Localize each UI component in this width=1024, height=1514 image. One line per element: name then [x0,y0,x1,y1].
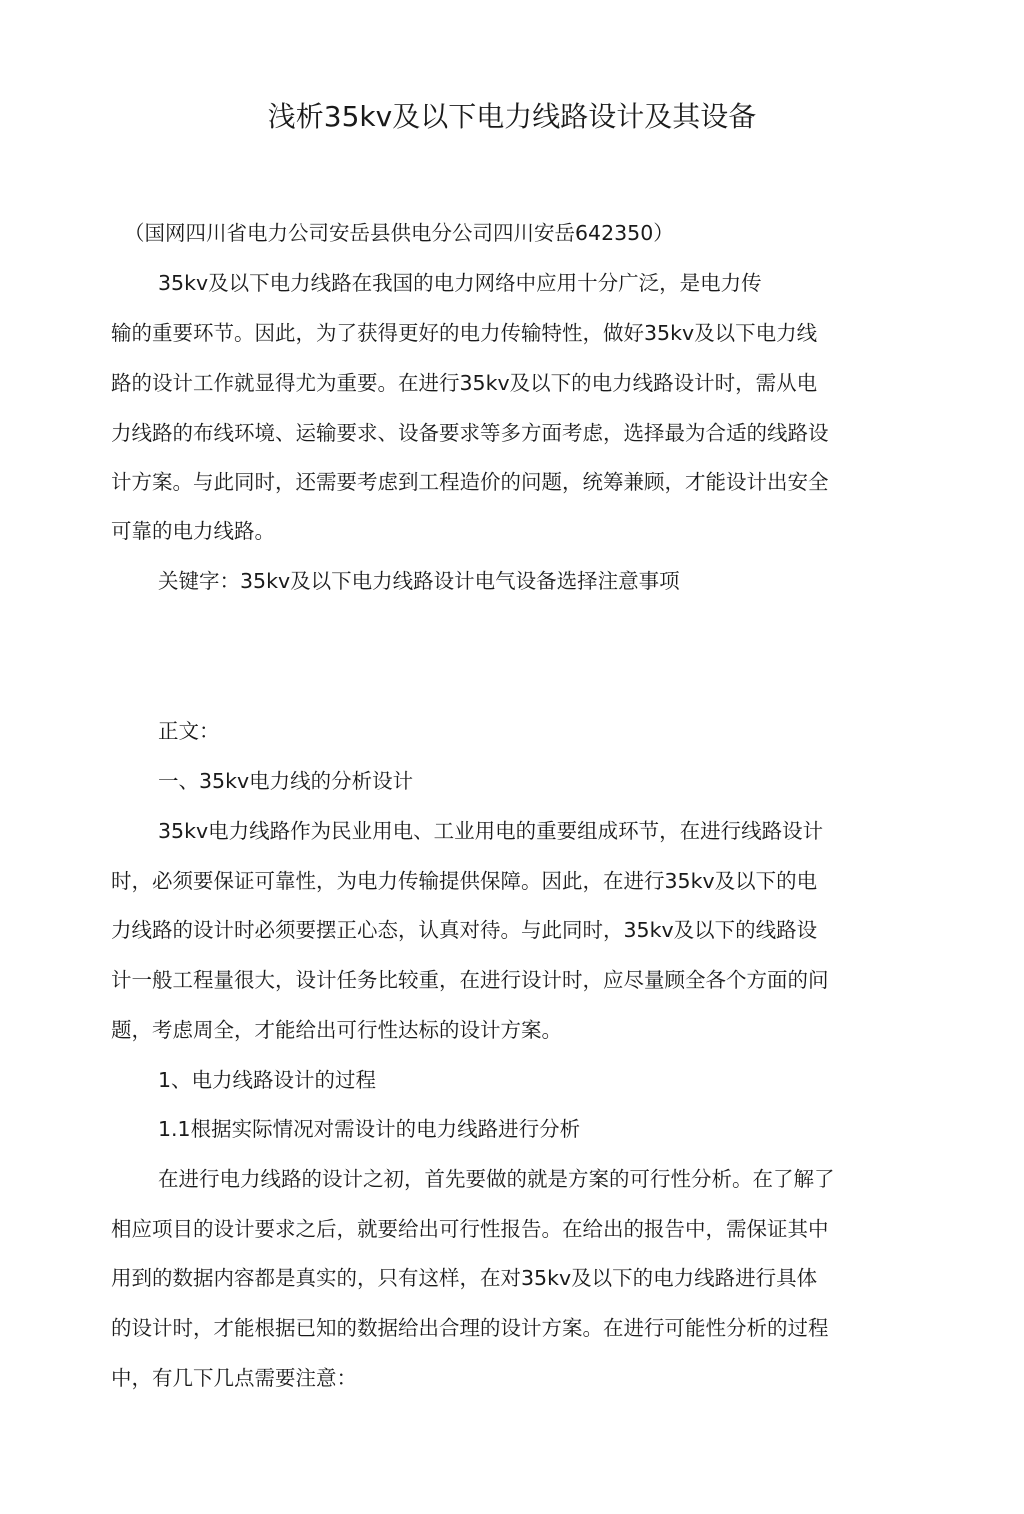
abstract-line: 35kv及以下电力线路在我国的电力网络中应用十分广泛，是电力传 [158,271,762,295]
document-title: 浅析35kv及以下电力线路设计及其设备 [267,100,757,133]
body-heading: 正文： [158,719,220,743]
section-heading: 一、35kv电力线的分析设计 [158,769,414,793]
subsection-heading: 1.1根据实际情况对需设计的电力线路进行分析 [158,1117,581,1141]
subsection-heading: 1、电力线路设计的过程 [158,1068,377,1092]
keywords: 关键字：35kv及以下电力线路设计电气设备选择注意事项 [158,569,680,593]
paragraph-line: 时，必须要保证可靠性，为电力传输提供保障。因此，在进行35kv及以下的电 [111,869,818,893]
paragraph-line: 相应项目的设计要求之后，就要给出可行性报告。在给出的报告中，需保证其中 [111,1217,829,1241]
paragraph-line: 题，考虑周全，才能给出可行性达标的设计方案。 [111,1018,562,1042]
paragraph-line: 计一般工程量很大，设计任务比较重，在进行设计时，应尽量顾全各个方面的问 [111,968,829,992]
paragraph-line: 的设计时，才能根据已知的数据给出合理的设计方案。在进行可能性分析的过程 [111,1316,829,1340]
abstract-line: 可靠的电力线路。 [111,519,275,543]
author-affiliation: （国网四川省电力公司安岳县供电分公司四川安岳642350） [124,221,674,245]
abstract-line: 路的设计工作就显得尤为重要。在进行35kv及以下的电力线路设计时，需从电 [111,371,818,395]
paragraph-line: 力线路的设计时必须要摆正心态，认真对待。与此同时，35kv及以下的线路设 [111,918,818,942]
abstract-line: 输的重要环节。因此，为了获得更好的电力传输特性，做好35kv及以下电力线 [111,321,818,345]
abstract-line: 计方案。与此同时，还需要考虑到工程造价的问题，统筹兼顾，才能设计出安全 [111,470,829,494]
abstract-line: 力线路的布线环境、运输要求、设备要求等多方面考虑，选择最为合适的线路设 [111,421,829,445]
paragraph-line: 中，有几下几点需要注意： [111,1366,357,1390]
paragraph-line: 35kv电力线路作为民业用电、工业用电的重要组成环节，在进行线路设计 [158,819,824,843]
paragraph-line: 用到的数据内容都是真实的，只有这样，在对35kv及以下的电力线路进行具体 [111,1266,818,1290]
paragraph-line: 在进行电力线路的设计之初，首先要做的就是方案的可行性分析。在了解了 [158,1167,835,1191]
